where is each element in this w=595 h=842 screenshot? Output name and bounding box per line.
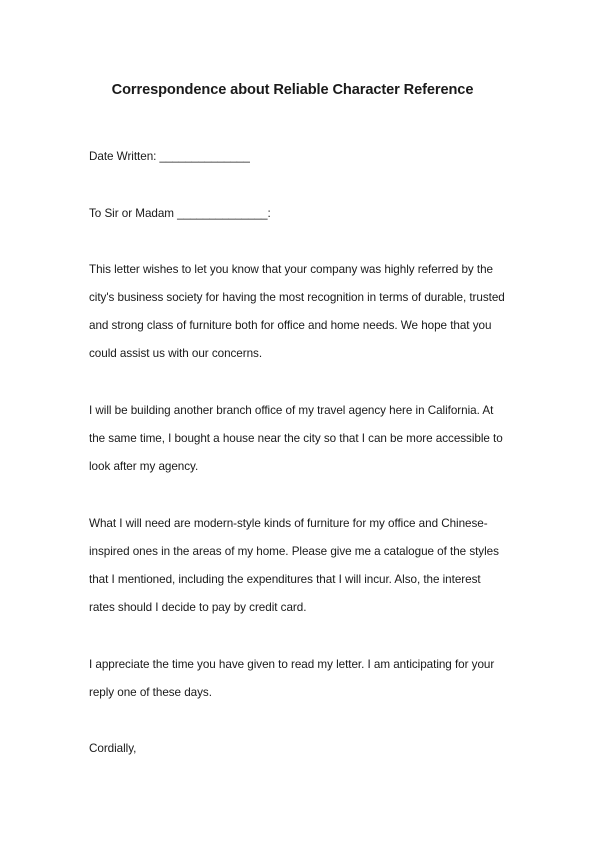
paragraph-4-line-1: I appreciate the time you have given to read my letter. I am anticipating for your xyxy=(89,658,495,671)
paragraph-1-line-2: city's business society for having the most recognition in terms of durable, trusted xyxy=(89,291,505,304)
paragraph-1-line-4: could assist us with our concerns. xyxy=(89,347,263,360)
paragraph-3-line-2: inspired ones in the areas of my home. Please give me a catalogue of the styles xyxy=(89,545,499,558)
paragraph-3-line-4: rates should I decide to pay by credit card. xyxy=(89,601,307,614)
paragraph-3-line-1: What I will need are modern-style kinds of furniture for my office and Chinese- xyxy=(89,517,488,530)
paragraph-4-line-2: reply one of these days. xyxy=(89,686,212,699)
date-written-line: Date Written: ______________ xyxy=(89,150,250,163)
paragraph-2-line-3: look after my agency. xyxy=(89,460,199,473)
paragraph-2-line-1: I will be building another branch office of my travel agency here in California. At xyxy=(89,404,494,417)
salutation-line: To Sir or Madam ______________: xyxy=(89,207,271,220)
paragraph-2-line-2: the same time, I bought a house near the city so that I can be more accessible to xyxy=(89,432,503,445)
paragraph-1-line-1: This letter wishes to let you know that your company was highly referred by the xyxy=(89,263,494,276)
paragraph-1-line-3: and strong class of furniture both for office and home needs. We hope that you xyxy=(89,319,492,332)
paragraph-3-line-3: that I mentioned, including the expenditures that I will incur. Also, the interest xyxy=(89,573,481,586)
closing-line: Cordially, xyxy=(89,742,137,755)
letter-title: Correspondence about Reliable Character Reference xyxy=(111,82,474,98)
